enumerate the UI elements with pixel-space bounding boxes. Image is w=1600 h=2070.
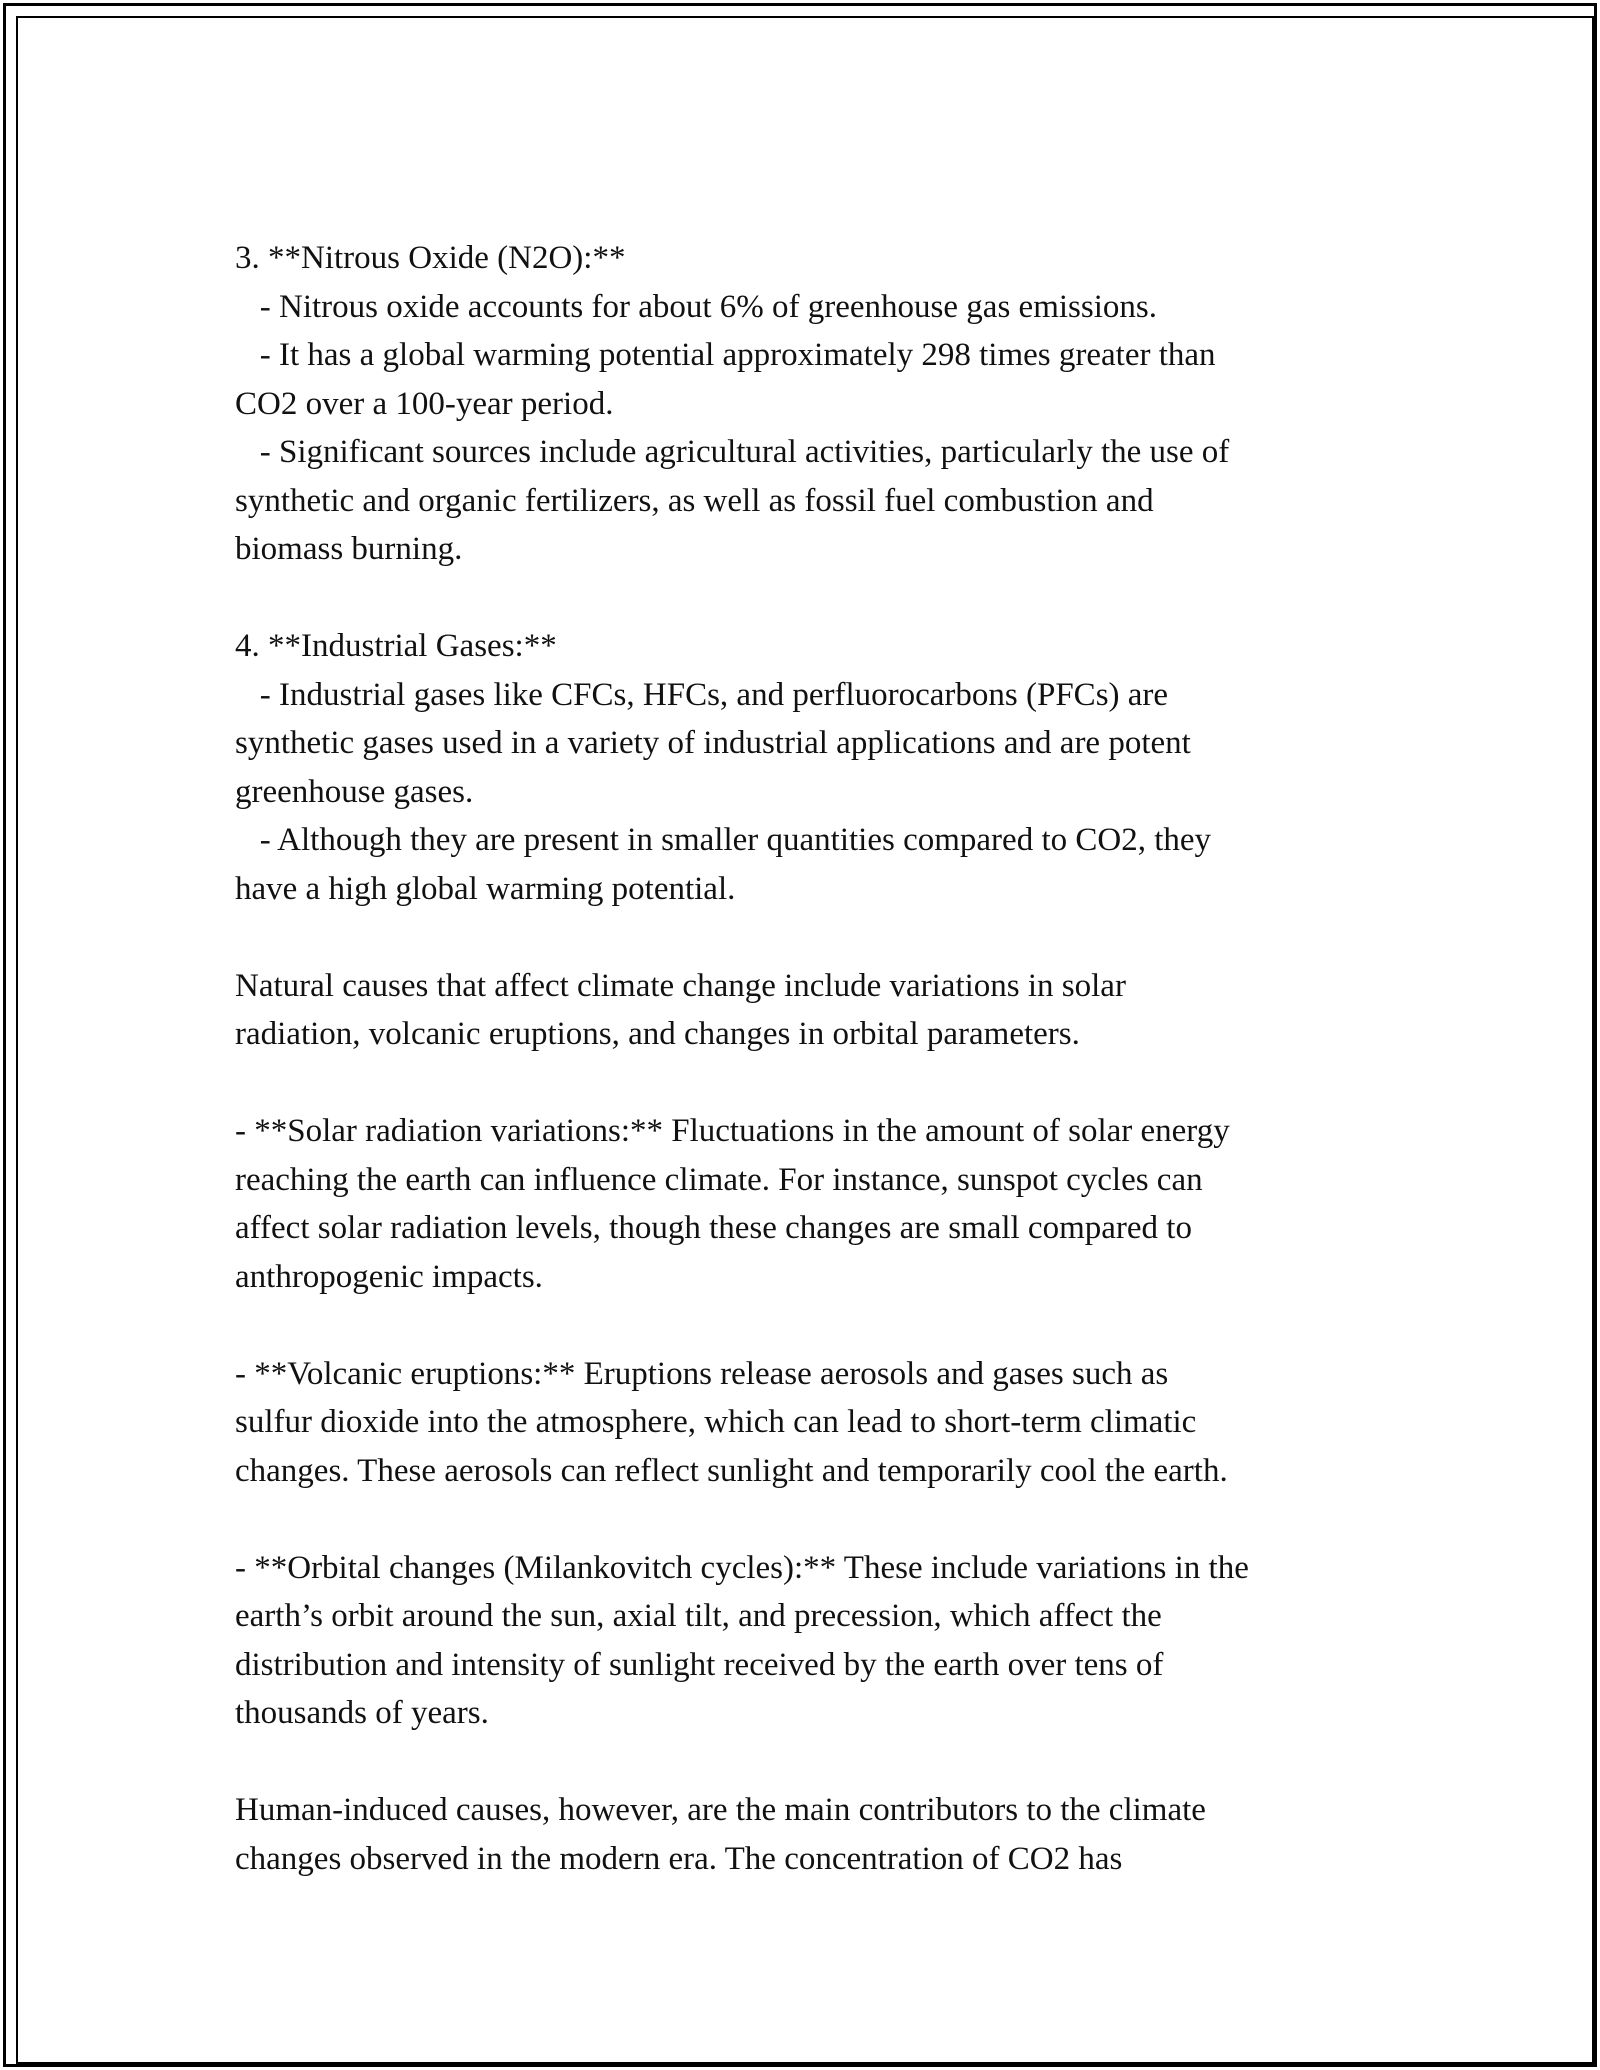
text-line: synthetic gases used in a variety of industrial applications and are potent <box>235 725 1191 761</box>
blank-line <box>235 1059 1375 1108</box>
text-line: - **Orbital changes (Milankovitch cycles):** These include variations in the <box>235 1549 1249 1586</box>
text-line: - Industrial gases like CFCs, HFCs, and perfluorocarbons (PFCs) are <box>235 676 1169 713</box>
text-line: - Nitrous oxide accounts for about 6% of greenhouse gas emissions. <box>235 288 1157 325</box>
text-line: CO2 over a 100-year period. <box>235 385 614 422</box>
blank-line <box>235 913 1375 962</box>
text-line: changes observed in the modern era. The concentration of CO2 has <box>235 1840 1123 1877</box>
blank-line <box>235 1301 1375 1350</box>
text-line: 4. **Industrial Gases:** <box>235 628 557 664</box>
text-line: anthropogenic impacts. <box>235 1258 543 1295</box>
text-line: reaching the earth can influence climate. For instance, sunspot cycles can <box>235 1161 1203 1198</box>
blank-line <box>235 1495 1375 1544</box>
text-line: synthetic and organic fertilizers, as well as fossil fuel combustion and <box>235 482 1154 519</box>
text-line: - **Solar radiation variations:** Fluctuations in the amount of solar energy <box>235 1113 1230 1149</box>
text-line: Natural causes that affect climate change include variations in solar <box>235 967 1126 1004</box>
document-body <box>235 234 1375 1883</box>
text-line: - Significant sources include agricultural activities, particularly the use of <box>235 434 1230 470</box>
text-line: distribution and intensity of sunlight received by the earth over tens of <box>235 1646 1164 1683</box>
text-line: have a high global warming potential. <box>235 870 736 907</box>
text-line: radiation, volcanic eruptions, and changes in orbital parameters. <box>235 1016 1080 1052</box>
text-line: Human-induced causes, however, are the main contributors to the climate <box>235 1792 1206 1828</box>
text-line: 3. **Nitrous Oxide (N2O):** <box>235 240 626 276</box>
text-line: sulfur dioxide into the atmosphere, which can lead to short-term climatic <box>235 1404 1197 1440</box>
text-line: thousands of years. <box>235 1695 489 1731</box>
text-line: earth’s orbit around the sun, axial tilt, and precession, which affect the <box>235 1598 1162 1634</box>
blank-line <box>235 574 1375 623</box>
text-line: - **Volcanic eruptions:** Eruptions release aerosols and gases such as <box>235 1355 1169 1392</box>
text-line: biomass burning. <box>235 531 463 567</box>
text-line: - Although they are present in smaller quantities compared to CO2, they <box>235 822 1212 858</box>
text-line: affect solar radiation levels, though these changes are small compared to <box>235 1210 1192 1246</box>
text-line: changes. These aerosols can reflect sunlight and temporarily cool the earth. <box>235 1452 1228 1489</box>
blank-line <box>235 1738 1375 1787</box>
text-line: greenhouse gases. <box>235 773 474 810</box>
text-line: - It has a global warming potential approximately 298 times greater than <box>235 337 1216 373</box>
